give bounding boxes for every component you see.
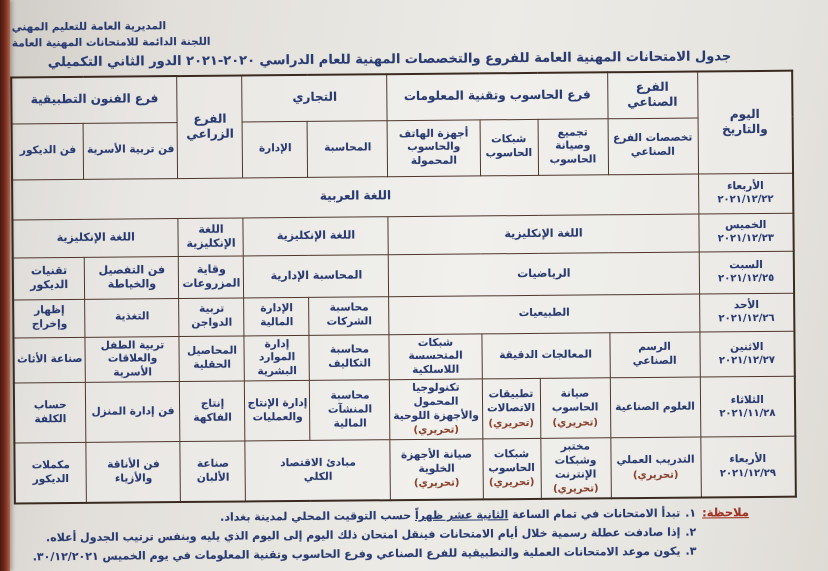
exam-subject: محاسبة الشركات	[326, 301, 373, 328]
branch-header-industrial: الفرع الصناعي	[607, 72, 697, 119]
date-value: ٢٠٢١/١٢/٢٥	[718, 273, 775, 285]
table-row	[13, 251, 794, 300]
exam-cell	[13, 299, 85, 338]
exam-subject: المحاسبة الإدارية	[270, 268, 363, 283]
day-cell	[698, 173, 793, 214]
day-name: الأربعاء	[729, 453, 767, 466]
exam-cell	[540, 378, 611, 439]
day-cell	[698, 213, 793, 252]
day-cell	[699, 293, 794, 332]
exam-cell	[13, 257, 85, 300]
date-value: ٢٠٢١/١١/٢٨	[719, 408, 776, 420]
exam-subject: التدريب العملي	[616, 453, 695, 467]
exam-cell	[85, 298, 179, 337]
exam-subject: تطبيقات الاتصالات	[487, 388, 536, 415]
notes-section	[16, 498, 798, 569]
exam-cell	[390, 439, 483, 500]
exam-cell	[245, 440, 391, 502]
exam-cell	[180, 381, 246, 441]
exam-subject: شبكات الحاسوب	[488, 448, 535, 475]
org-name-line2: اللجنة الدائمة للامتحانات المهنية العامة	[11, 35, 211, 50]
exam-subject: وقاية المزروعات	[182, 262, 241, 291]
exam-subject: الرسم الصناعي	[632, 341, 677, 368]
note-2-text: إذا صادفت عطلة رسمية خلال أيام الامتحانات فينقل امتحان ذلك اليوم إلى اليوم الذي يليه وبنفس ترتيب الجدول أعلاه.	[45, 525, 681, 545]
day-name: الثلاثاء	[730, 393, 764, 406]
exam-cell	[14, 443, 87, 504]
exam-subject: مبادئ الاقتصاد الكلي	[280, 456, 356, 483]
notes-label: ملاحظة:	[702, 505, 750, 520]
exam-cell	[86, 442, 181, 503]
exam-mode-note: (تحريري)	[553, 483, 599, 496]
exam-cell	[13, 337, 85, 384]
org-name-line1: المديرية العامة للتعليم المهني	[11, 20, 167, 34]
exam-cell	[310, 380, 391, 441]
notes-list	[22, 506, 697, 569]
exam-cell	[610, 377, 701, 438]
exam-cell	[390, 379, 483, 440]
exam-mode-note: (تحريري)	[632, 469, 679, 481]
exam-cell	[389, 333, 481, 380]
note-1-underlined-text: الثانية عشر ظهراً	[414, 508, 509, 523]
exam-subject: إدارة الموارد البشرية	[257, 337, 297, 378]
branch-header-agricultural	[177, 75, 243, 178]
exam-subject: صناعة الأثاث	[17, 353, 83, 366]
exam-subject: محاسبة التكاليف	[328, 343, 372, 370]
exam-schedule-table	[10, 70, 797, 505]
note-2-number: ٢.	[685, 525, 697, 539]
day-cell	[699, 331, 794, 378]
exam-cell	[244, 335, 309, 381]
exam-subject: تربية الطفل والعلاقات الأسرية	[100, 338, 165, 379]
subcol-header-computer-assembly-maintenance: تجميع وصيانة الحاسوب	[538, 118, 608, 175]
note-1-text-end: حسب التوقيت المحلي لمدينة بغداد.	[220, 509, 416, 524]
exam-cell	[179, 255, 244, 298]
subcol-header-computer-networks: شبكات الحاسوب	[480, 119, 538, 176]
exam-subject: اللغة الإنكليزية	[504, 226, 583, 241]
note-3-text: يكون موعد الامتحانات العملية والتطبيقية للفرع الصناعي وفرع الحاسوب وتقنية المعلومات في يوم الخميس ٣٠/١٢/٢٠٢١.	[32, 544, 681, 564]
exam-subject: الإدارة المالية	[260, 302, 294, 329]
subcol-header-family-education: فن تربية الأسرية	[84, 122, 178, 179]
branch-header-computer-it: فرع الحاسوب وتقنية المعلومات	[387, 72, 607, 120]
exam-subject: اللغة الإنكليزية	[56, 230, 135, 244]
exam-subject: تقنيات الديكور	[30, 263, 69, 292]
exam-cell	[12, 218, 178, 257]
note-1-text: تبدأ الامتحانات في تمام الساعة	[508, 506, 681, 522]
note-3-number: ٣.	[685, 544, 697, 558]
table-row	[14, 437, 796, 504]
exam-subject: الرياضيات	[517, 266, 571, 280]
exam-cell	[85, 256, 179, 299]
exam-cell	[86, 382, 181, 443]
exam-subject: الطبيعيات	[518, 306, 570, 320]
branch-header-applied-arts: فرع الفنون التطبيقية	[11, 76, 177, 123]
exam-subject: صيانة الحاسوب	[551, 387, 599, 414]
exam-mode-note: (تحريري)	[413, 424, 460, 437]
day-cell	[700, 437, 796, 498]
table-row	[12, 173, 793, 220]
exam-cell	[243, 216, 388, 255]
exam-cell	[245, 381, 311, 441]
day-name: السبت	[729, 258, 763, 271]
day-name: الاثنين	[730, 340, 764, 353]
exam-cell	[482, 379, 541, 439]
exam-subject: محاسبة المنشآت المالية	[327, 389, 373, 430]
exam-subject: إظهار وإخراج	[31, 304, 68, 331]
exam-subject: المحاصيل الحقلية	[187, 344, 238, 371]
exam-cell	[309, 296, 389, 335]
exam-cell	[389, 252, 699, 297]
day-name: الخميس	[725, 218, 767, 231]
branch-header-commercial: التجاري	[242, 74, 387, 121]
exam-subject: صناعة الألبان	[196, 457, 230, 484]
exam-subject: العلوم الصناعية	[615, 400, 695, 414]
exam-cell	[388, 214, 698, 255]
exam-cell	[540, 438, 611, 499]
exam-subject: حساب الكلفة	[33, 399, 67, 426]
exam-subject: إدارة الإنتاج والعمليات	[247, 397, 308, 424]
exam-subject: فن إدارة المنزل	[91, 405, 175, 418]
exam-subject: اللغة الإنكليزية	[276, 228, 356, 243]
agricultural-label: الفرع الزراعي	[186, 111, 234, 142]
scanned-page-edge	[0, 0, 10, 571]
exam-mode-note: (تحريري)	[488, 477, 535, 489]
table-row	[13, 331, 794, 384]
exam-subject: اللغة العربية	[319, 188, 392, 204]
day-cell	[700, 377, 796, 438]
exam-subject: التغذية	[115, 310, 150, 323]
exam-subject: تربية الدواجن	[191, 303, 233, 329]
exam-subject: المعالجات الدقيقة	[499, 348, 593, 362]
exam-cell	[180, 441, 246, 502]
exam-cell	[610, 437, 701, 498]
exam-cell	[244, 254, 389, 297]
exam-cell	[244, 297, 309, 336]
date-value: ٢٠٢١/١٢/٢٧	[718, 355, 776, 367]
col-header-day-date	[697, 71, 793, 174]
date-value: ٢٠٢١/١٢/٢٢	[717, 194, 774, 206]
subcol-header-decor-art: فن الديكور	[12, 123, 84, 180]
exam-mode-note: (تحريري)	[413, 478, 460, 490]
document-title: جدول الامتحانات المهنية العامة للفروع والتخصصات المهنية للعام الدراسي ٢٠٢٠-٢٠٢١ الدور الثاني التكميلي	[47, 49, 732, 71]
note-3	[22, 544, 696, 566]
exam-subject: مختبر وشبكات الإنترنت	[554, 440, 597, 481]
table-row	[14, 377, 796, 444]
subcol-header-phones-laptops: أجهزة الهاتف والحاسوب المحمولة	[388, 119, 481, 176]
exam-subject: شبكات المتحسسة اللاسلكية	[408, 336, 463, 376]
exam-cell	[178, 217, 243, 256]
day-date-label: اليوم والتاريخ	[722, 106, 768, 137]
exam-subject: تكنولوجيا المحمول والأجهزة اللوحية	[393, 382, 479, 422]
exam-mode-note: (تحريري)	[488, 417, 534, 429]
subcol-header-administration: الإدارة	[243, 121, 309, 178]
exam-cell	[85, 336, 179, 383]
exam-cell	[12, 174, 698, 220]
day-cell	[699, 251, 794, 294]
subcol-header-industrial-specializations: تخصصات الفرع الصناعي	[608, 118, 698, 175]
date-value: ٢٠٢١/١٢/٢٦	[718, 313, 775, 325]
exam-subject: فن الأناقة والأزياء	[107, 458, 160, 485]
note-1-number: ١.	[685, 506, 697, 520]
exam-cell	[609, 332, 699, 379]
exam-cell	[179, 297, 244, 336]
exam-cell	[389, 294, 699, 335]
exam-subject: اللغة الإنكليزية	[186, 222, 236, 250]
exam-mode-note: (تحريري)	[552, 416, 598, 429]
subcol-header-accounting: المحاسبة	[308, 120, 388, 177]
note-1	[22, 506, 696, 528]
exam-subject: صيانة الأجهزة الخلوية	[400, 448, 473, 475]
day-name: الأربعاء	[727, 179, 764, 192]
exam-cell	[482, 439, 541, 500]
date-value: ٢٠٢١/١٢/٢٣	[717, 233, 774, 245]
date-value: ٢٠٢١/١٢/٢٩	[719, 467, 777, 480]
exam-subject: إنتاج الفاكهة	[193, 397, 232, 424]
exam-subject: فن التفصيل والخياطة	[98, 262, 166, 291]
exam-cell	[309, 334, 389, 381]
note-2	[22, 525, 696, 547]
exam-subject: مكملات الديكور	[31, 459, 70, 486]
exam-cell	[179, 335, 244, 381]
exam-cell	[481, 332, 609, 379]
exam-cell	[14, 383, 87, 444]
day-name: الأحد	[733, 298, 760, 311]
